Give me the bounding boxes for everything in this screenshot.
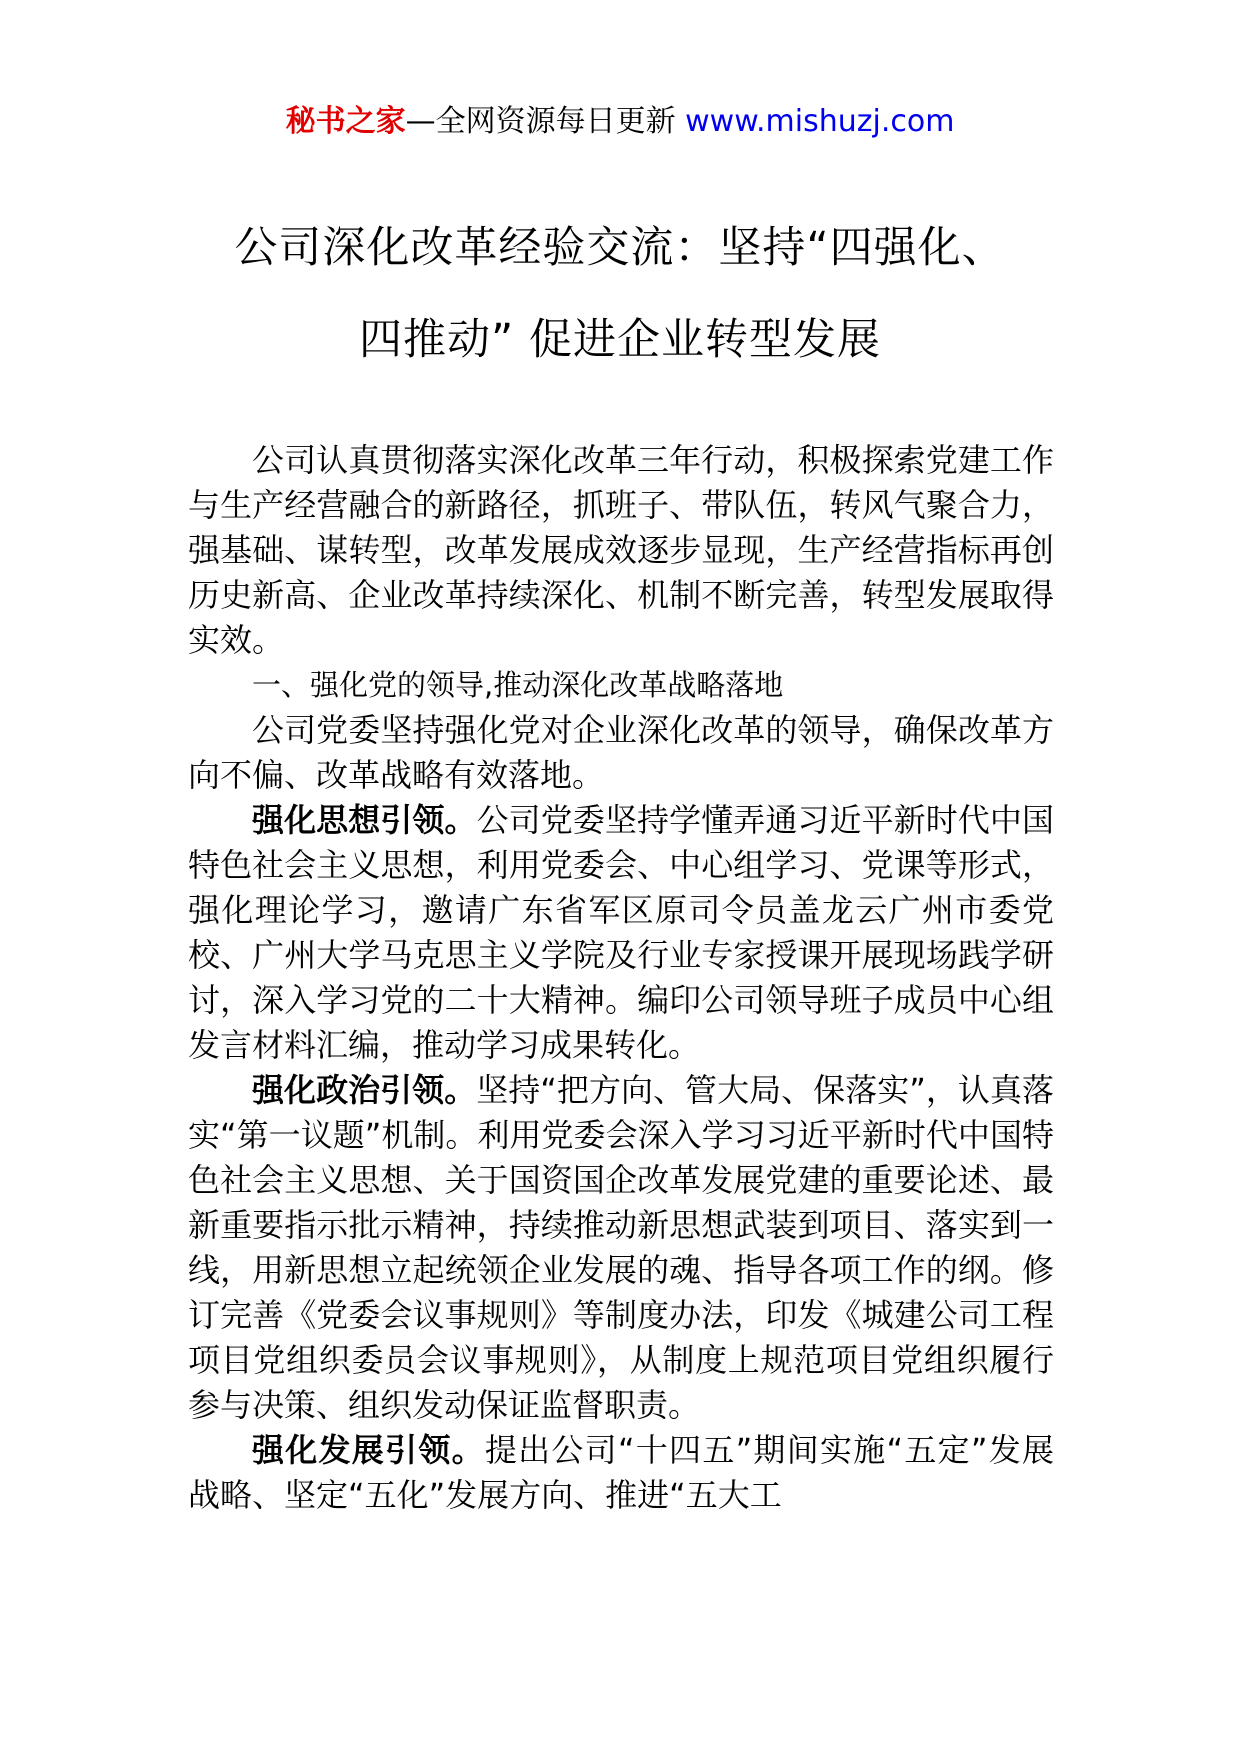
document-title [0,202,1240,386]
paragraph-development-lead [188,1428,1054,1518]
site-header [0,100,1240,144]
paragraph-section-intro [188,708,1054,798]
section-heading-text: 一、强化党的领导,推动深化改革战略落地 [252,668,784,702]
paragraph-lead: 强化发展引领。 [252,1431,485,1469]
site-url-link[interactable]: www.mishuzj.com [685,104,955,139]
site-slogan: —全网资源每日更新 [405,104,676,139]
paragraph-text: 公司认真贯彻落实深化改革三年行动，积极探索党建工作与生产经营融合的新路径，抓班子、带队伍，转风气聚合力，强基础、谋转型，改革发展成效逐步显现，生产经营指标再创历史新高、企业改革持续深化、机制不断完善，转型发展取得实效。 [188,441,1054,659]
paragraph-lead: 强化思想引领。 [252,801,477,839]
section-heading [188,663,1054,708]
paragraph-intro [188,438,1054,663]
title-line-2: 四推动” 促进企业转型发展 [359,315,881,365]
title-line-1: 公司深化改革经验交流：坚持“四强化、 [234,223,1006,273]
paragraph-lead: 强化政治引领。 [252,1071,477,1109]
paragraph-text: 公司党委坚持学懂弄通习近平新时代中国特色社会主义思想，利用党委会、中心组学习、党课等形式，强化理论学习，邀请广东省军区原司令员盖龙云广州市委党校、广州大学马克思主义学院及行业专家授课开展现场践学研讨，深入学习党的二十大精神。编印公司领导班子成员中心组发言材料汇编，推动学习成果转化。 [188,801,1054,1064]
document-body [188,438,1054,1518]
paragraph-text: 公司党委坚持强化党对企业深化改革的领导，确保改革方向不偏、改革战略有效落地。 [188,711,1054,794]
paragraph-text: 坚持“把方向、管大局、保落实”，认真落实“第一议题”机制。利用党委会深入学习习近平新时代中国特色社会主义思想、关于国资国企改革发展党建的重要论述、最新重要指示批示精神，持续推动新思想武装到项目、落实到一线，用新思想立起统领企业发展的魂、指导各项工作的纲。修订完善《党委会议事规则》等制度办法，印发《城建公司工程项目党组织委员会议事规则》，从制度上规范项目党组织履行参与决策、组织发动保证监督职责。 [188,1071,1054,1424]
paragraph-text: 提出公司“十四五”期间实施“五定”发展战略、坚定“五化”发展方向、推进“五大工 [188,1431,1054,1514]
paragraph-thought-lead [188,798,1054,1068]
site-brand: 秘书之家 [285,104,406,139]
paragraph-political-lead [188,1068,1054,1428]
